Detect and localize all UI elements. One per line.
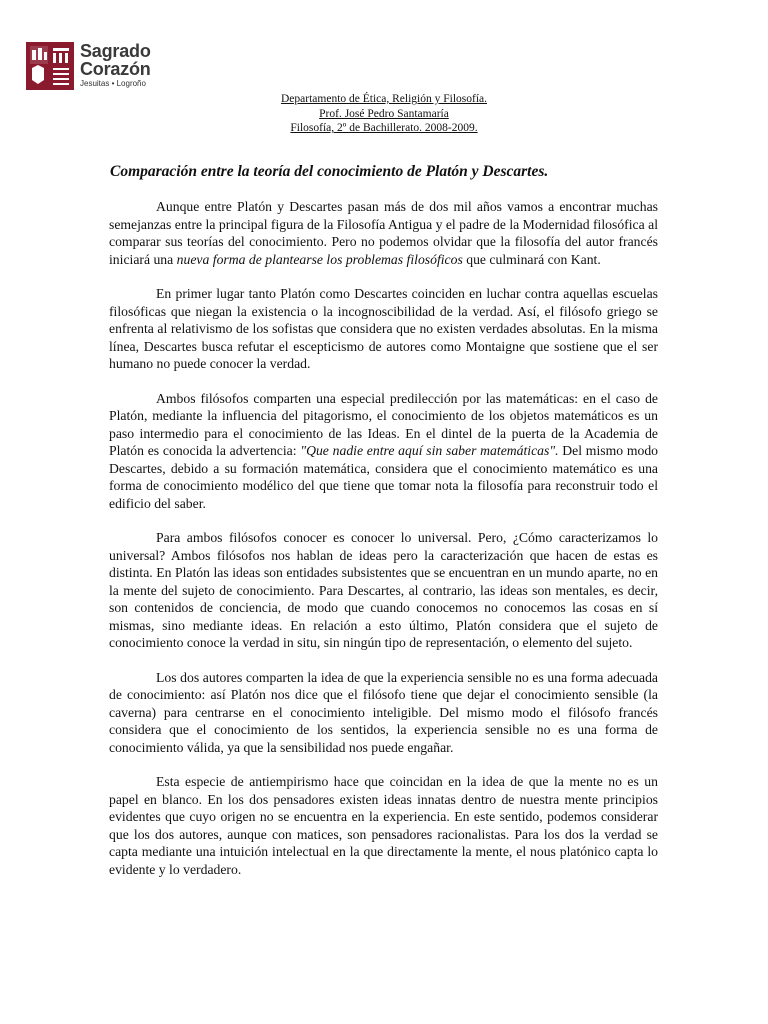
document-body (109, 198, 658, 895)
document-title: Comparación entre la teoría del conocimiento de Platón y Descartes. (110, 163, 549, 180)
logo-subtitle: Jesuitas • Logroño (80, 79, 146, 88)
paragraph-text: que culminará con Kant. (462, 251, 601, 267)
professor-line: Prof. José Pedro Santamaría (319, 107, 449, 120)
paragraph-6 (109, 773, 658, 878)
paragraph-3 (109, 390, 658, 513)
paragraph-text: Del mismo modo Descartes, debido a su formación matemática, considera que el conocimiento matemático es una forma de conocimiento modélico del que tiene que tomar nota la filosofía para reconstruir todo el edificio del saber. (109, 443, 659, 511)
logo-name-line2: Corazón (80, 59, 151, 79)
paragraph-text: Aunque entre Platón y Descartes pasan más de dos mil años vamos a encontrar muchas semejanzas entre la principal figura de la Filosofía Antigua y el padre de la Modernidad filosófica al comparar sus teorías del conocimiento. Pero no podemos olvidar que la filosofía del autor francés iniciará una (109, 199, 658, 267)
paragraph-text: Los dos autores comparten la idea de que la experiencia sensible no es una forma adecuada de conocimiento: así Platón nos dice que el filósofo tiene que dejar el conocimiento sensible (la caverna) para centrarse en el conocimiento inteligible. Del mismo modo el filósofo francés considera que el conocimiento de los sentidos, la experiencia sensible no es una forma de conocimiento válida, ya que la sensibilidad nos puede engañar. (109, 669, 658, 755)
document-header (0, 92, 768, 136)
paragraph-5 (109, 669, 658, 757)
paragraph-2 (109, 285, 658, 373)
school-logo (26, 42, 151, 90)
paragraph-text: Para ambos filósofos conocer es conocer lo universal. Pero, ¿Cómo caracterizamos lo universal? Ambos filósofos nos hablan de ideas pero la caracterización que hacen de estas es distinta. En Platón las ideas son entidades subsistentes que se encuentran en un mundo aparte, no en la mente del sujeto de conocimiento. Para Descartes, al contrario, las ideas son mentales, es decir, son contenidos de conciencia, de modo que cuando conocemos no conocemos las cosas en sí mismas, sino mediante ideas. En relación a esto último, Platón considera que el sujeto de conocimiento conoce la verdad in situ, sin ningún tipo de representación, o elemento del sujeto. (109, 530, 658, 650)
paragraph-1 (109, 198, 658, 268)
logo-name-line1: Sagrado (80, 41, 151, 61)
paragraph-emphasis: nueva forma de plantearse los problemas filosóficos (176, 251, 463, 267)
paragraph-emphasis: "Que nadie entre aquí sin saber matemáticas". (300, 443, 559, 458)
department-line: Departamento de Ética, Religión y Filosofía. (281, 93, 487, 105)
paragraph-4 (109, 529, 658, 652)
course-line: Filosofía, 2º de Bachillerato. 2008-2009. (290, 122, 478, 134)
paragraph-text: Ambos filósofos comparten una especial predilección por las matemáticas: en el caso de Platón, mediante la influencia del pitagorismo, el conocimiento de los objetos matemáticos es un paso intermedio para el conocimiento de las Ideas. En el dintel de la puerta de la Academia de Platón es conocida la advertencia: (109, 390, 658, 458)
sagrado-corazon-emblem-icon (26, 42, 74, 90)
paragraph-text: En primer lugar tanto Platón como Descartes coinciden en luchar contra aquellas escuelas filosóficas que niegan la existencia o la incognoscibilidad de la verdad. Así, el filósofo griego se enfrenta al relativismo de los sofistas que considera que no existen verdades absolutas. En la misma línea, Descartes busca refutar el escepticismo de autores como Montaigne que sostiene que el ser humano no puede conocer la verdad. (109, 286, 658, 371)
paragraph-text: Esta especie de antiempirismo hace que coincidan en la idea de que la mente no es un papel en blanco. En los dos pensadores existen ideas innatas dentro de nuestra mente principios evidentes que cuyo origen no se encuentra en la experiencia. En este sentido, podemos considerar que los dos autores, aunque con matices, son pensadores racionalistas. Para los dos la verdad se capta mediante una intuición intelectual en la que directamente la mente, el nous platónico capta lo evidente y lo verdadero. (109, 774, 658, 877)
